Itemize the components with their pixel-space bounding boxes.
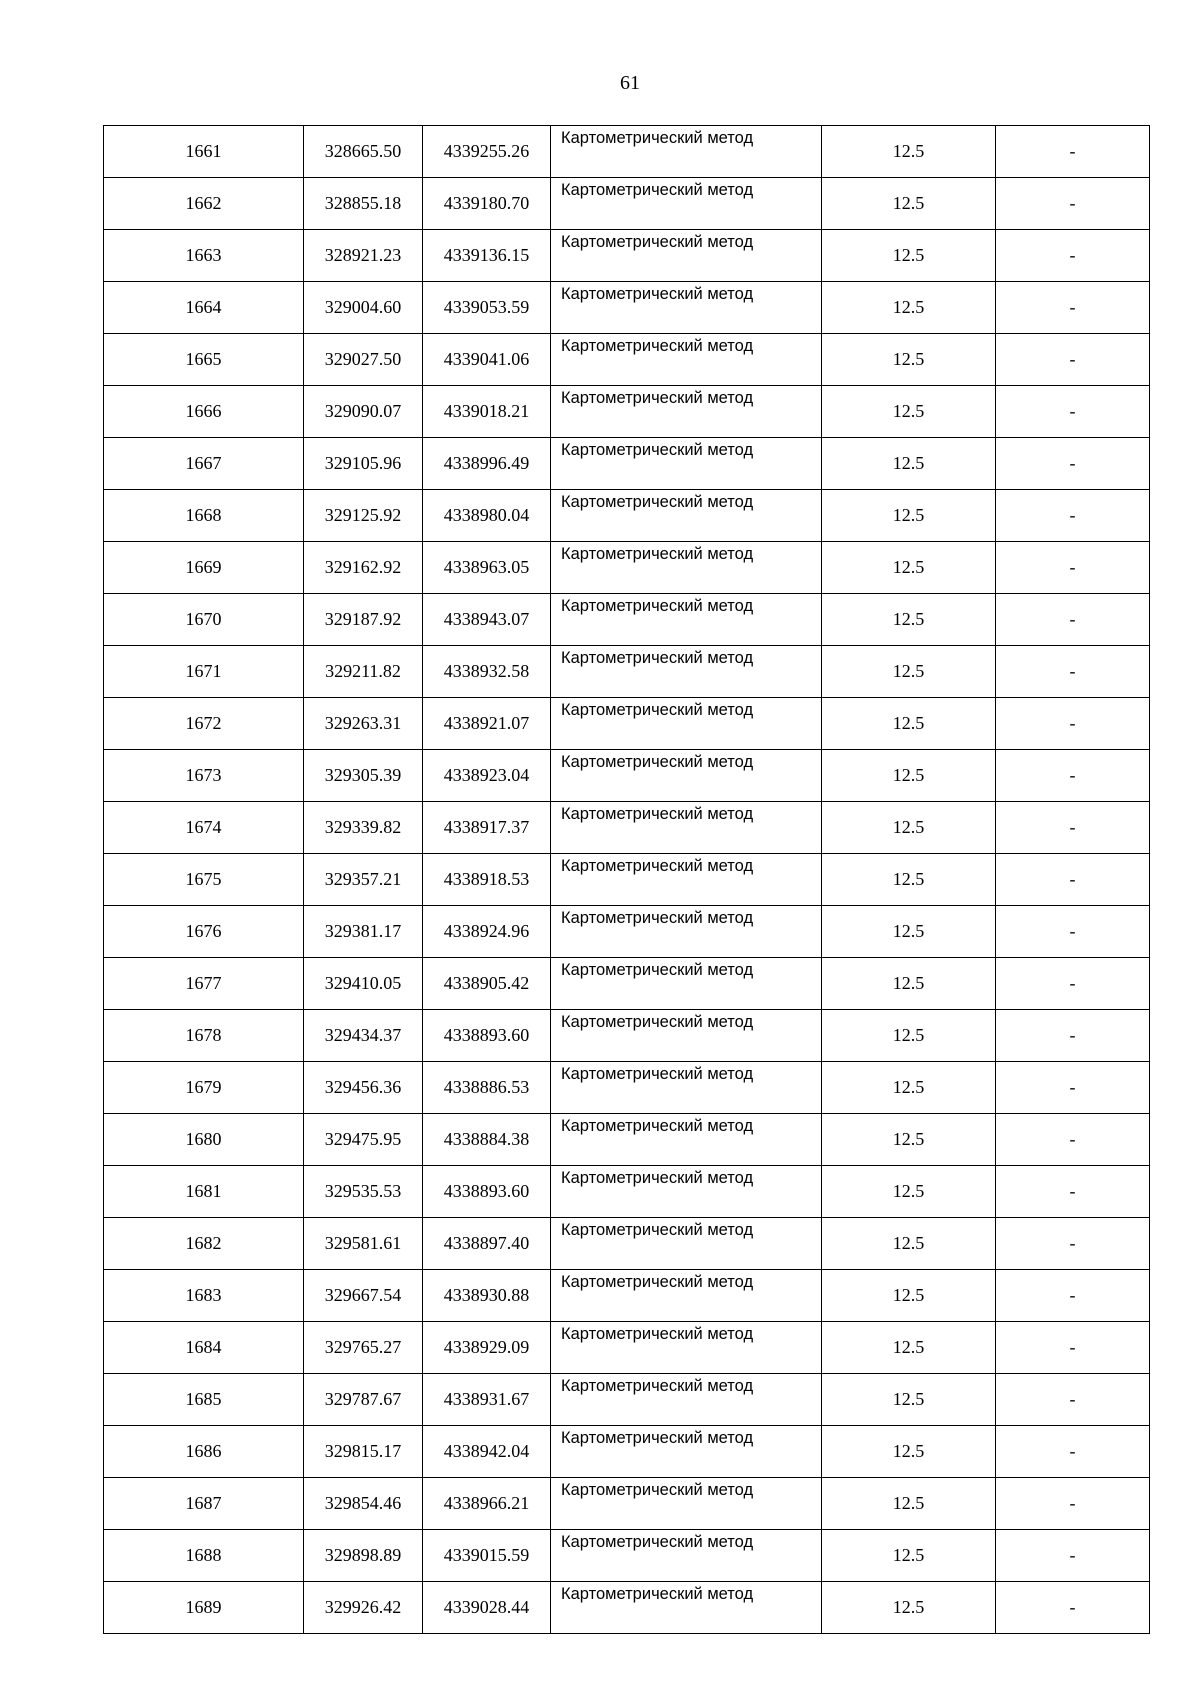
accuracy-cell: 12.5 xyxy=(822,1062,996,1114)
point-number-cell: 1662 xyxy=(104,178,304,230)
x-coordinate-cell: 329004.60 xyxy=(304,282,423,334)
method-cell: Картометрический метод xyxy=(551,1582,822,1634)
table-row xyxy=(104,698,1150,750)
accuracy-cell: 12.5 xyxy=(822,490,996,542)
accuracy-cell: 12.5 xyxy=(822,542,996,594)
table-row xyxy=(104,1426,1150,1478)
y-coordinate-cell: 4338932.58 xyxy=(423,646,551,698)
accuracy-cell: 12.5 xyxy=(822,1218,996,1270)
table-row xyxy=(104,490,1150,542)
note-cell: - xyxy=(996,230,1150,282)
accuracy-cell: 12.5 xyxy=(822,438,996,490)
point-number-cell: 1683 xyxy=(104,1270,304,1322)
y-coordinate-cell: 4338931.67 xyxy=(423,1374,551,1426)
table-row xyxy=(104,1322,1150,1374)
method-cell: Картометрический метод xyxy=(551,1166,822,1218)
x-coordinate-cell: 328921.23 xyxy=(304,230,423,282)
x-coordinate-cell: 329434.37 xyxy=(304,1010,423,1062)
point-number-cell: 1668 xyxy=(104,490,304,542)
method-cell: Картометрический метод xyxy=(551,334,822,386)
point-number-cell: 1672 xyxy=(104,698,304,750)
note-cell: - xyxy=(996,1062,1150,1114)
accuracy-cell: 12.5 xyxy=(822,1582,996,1634)
x-coordinate-cell: 329027.50 xyxy=(304,334,423,386)
accuracy-cell: 12.5 xyxy=(822,1166,996,1218)
point-number-cell: 1681 xyxy=(104,1166,304,1218)
y-coordinate-cell: 4339015.59 xyxy=(423,1530,551,1582)
y-coordinate-cell: 4339255.26 xyxy=(423,126,551,178)
x-coordinate-cell: 329456.36 xyxy=(304,1062,423,1114)
method-cell: Картометрический метод xyxy=(551,750,822,802)
table-row xyxy=(104,282,1150,334)
y-coordinate-cell: 4338980.04 xyxy=(423,490,551,542)
point-number-cell: 1686 xyxy=(104,1426,304,1478)
accuracy-cell: 12.5 xyxy=(822,698,996,750)
note-cell: - xyxy=(996,438,1150,490)
method-cell: Картометрический метод xyxy=(551,698,822,750)
accuracy-cell: 12.5 xyxy=(822,282,996,334)
note-cell: - xyxy=(996,1218,1150,1270)
x-coordinate-cell: 329381.17 xyxy=(304,906,423,958)
x-coordinate-cell: 328665.50 xyxy=(304,126,423,178)
y-coordinate-cell: 4339018.21 xyxy=(423,386,551,438)
y-coordinate-cell: 4338897.40 xyxy=(423,1218,551,1270)
y-coordinate-cell: 4338917.37 xyxy=(423,802,551,854)
y-coordinate-cell: 4338929.09 xyxy=(423,1322,551,1374)
table-row xyxy=(104,802,1150,854)
point-number-cell: 1664 xyxy=(104,282,304,334)
accuracy-cell: 12.5 xyxy=(822,386,996,438)
method-cell: Картометрический метод xyxy=(551,1426,822,1478)
method-cell: Картометрический метод xyxy=(551,1374,822,1426)
accuracy-cell: 12.5 xyxy=(822,1010,996,1062)
method-cell: Картометрический метод xyxy=(551,1478,822,1530)
x-coordinate-cell: 329187.92 xyxy=(304,594,423,646)
table-row xyxy=(104,126,1150,178)
method-cell: Картометрический метод xyxy=(551,646,822,698)
note-cell: - xyxy=(996,1322,1150,1374)
note-cell: - xyxy=(996,178,1150,230)
table-row xyxy=(104,1530,1150,1582)
accuracy-cell: 12.5 xyxy=(822,906,996,958)
method-cell: Картометрический метод xyxy=(551,1010,822,1062)
note-cell: - xyxy=(996,906,1150,958)
y-coordinate-cell: 4339028.44 xyxy=(423,1582,551,1634)
note-cell: - xyxy=(996,542,1150,594)
y-coordinate-cell: 4338893.60 xyxy=(423,1166,551,1218)
accuracy-cell: 12.5 xyxy=(822,1478,996,1530)
x-coordinate-cell: 329357.21 xyxy=(304,854,423,906)
y-coordinate-cell: 4338918.53 xyxy=(423,854,551,906)
y-coordinate-cell: 4338942.04 xyxy=(423,1426,551,1478)
table-row xyxy=(104,1478,1150,1530)
x-coordinate-cell: 329787.67 xyxy=(304,1374,423,1426)
table-row xyxy=(104,438,1150,490)
x-coordinate-cell: 329339.82 xyxy=(304,802,423,854)
x-coordinate-cell: 329410.05 xyxy=(304,958,423,1010)
y-coordinate-cell: 4338923.04 xyxy=(423,750,551,802)
point-number-cell: 1670 xyxy=(104,594,304,646)
note-cell: - xyxy=(996,334,1150,386)
table-row xyxy=(104,1218,1150,1270)
point-number-cell: 1669 xyxy=(104,542,304,594)
note-cell: - xyxy=(996,1426,1150,1478)
y-coordinate-cell: 4338966.21 xyxy=(423,1478,551,1530)
point-number-cell: 1684 xyxy=(104,1322,304,1374)
note-cell: - xyxy=(996,802,1150,854)
y-coordinate-cell: 4338921.07 xyxy=(423,698,551,750)
point-number-cell: 1665 xyxy=(104,334,304,386)
accuracy-cell: 12.5 xyxy=(822,1530,996,1582)
table-row xyxy=(104,1114,1150,1166)
y-coordinate-cell: 4339053.59 xyxy=(423,282,551,334)
point-number-cell: 1689 xyxy=(104,1582,304,1634)
x-coordinate-cell: 329305.39 xyxy=(304,750,423,802)
x-coordinate-cell: 329475.95 xyxy=(304,1114,423,1166)
coordinates-table-body xyxy=(104,126,1150,1634)
accuracy-cell: 12.5 xyxy=(822,958,996,1010)
y-coordinate-cell: 4338963.05 xyxy=(423,542,551,594)
x-coordinate-cell: 329105.96 xyxy=(304,438,423,490)
x-coordinate-cell: 329898.89 xyxy=(304,1530,423,1582)
method-cell: Картометрический метод xyxy=(551,1062,822,1114)
table-row xyxy=(104,958,1150,1010)
note-cell: - xyxy=(996,1010,1150,1062)
point-number-cell: 1667 xyxy=(104,438,304,490)
method-cell: Картометрический метод xyxy=(551,1322,822,1374)
x-coordinate-cell: 329263.31 xyxy=(304,698,423,750)
x-coordinate-cell: 329125.92 xyxy=(304,490,423,542)
table-row xyxy=(104,750,1150,802)
point-number-cell: 1685 xyxy=(104,1374,304,1426)
note-cell: - xyxy=(996,1270,1150,1322)
note-cell: - xyxy=(996,1114,1150,1166)
point-number-cell: 1663 xyxy=(104,230,304,282)
table-row xyxy=(104,178,1150,230)
y-coordinate-cell: 4338884.38 xyxy=(423,1114,551,1166)
accuracy-cell: 12.5 xyxy=(822,126,996,178)
method-cell: Картометрический метод xyxy=(551,1270,822,1322)
y-coordinate-cell: 4338893.60 xyxy=(423,1010,551,1062)
y-coordinate-cell: 4339041.06 xyxy=(423,334,551,386)
x-coordinate-cell: 329090.07 xyxy=(304,386,423,438)
point-number-cell: 1688 xyxy=(104,1530,304,1582)
y-coordinate-cell: 4338943.07 xyxy=(423,594,551,646)
method-cell: Картометрический метод xyxy=(551,854,822,906)
x-coordinate-cell: 329667.54 xyxy=(304,1270,423,1322)
table-row xyxy=(104,646,1150,698)
note-cell: - xyxy=(996,1530,1150,1582)
method-cell: Картометрический метод xyxy=(551,386,822,438)
accuracy-cell: 12.5 xyxy=(822,1114,996,1166)
point-number-cell: 1666 xyxy=(104,386,304,438)
x-coordinate-cell: 329854.46 xyxy=(304,1478,423,1530)
y-coordinate-cell: 4338886.53 xyxy=(423,1062,551,1114)
accuracy-cell: 12.5 xyxy=(822,230,996,282)
accuracy-cell: 12.5 xyxy=(822,178,996,230)
x-coordinate-cell: 329162.92 xyxy=(304,542,423,594)
note-cell: - xyxy=(996,1374,1150,1426)
accuracy-cell: 12.5 xyxy=(822,1322,996,1374)
y-coordinate-cell: 4339180.70 xyxy=(423,178,551,230)
x-coordinate-cell: 329926.42 xyxy=(304,1582,423,1634)
note-cell: - xyxy=(996,1582,1150,1634)
method-cell: Картометрический метод xyxy=(551,594,822,646)
accuracy-cell: 12.5 xyxy=(822,802,996,854)
x-coordinate-cell: 328855.18 xyxy=(304,178,423,230)
table-row xyxy=(104,1582,1150,1634)
note-cell: - xyxy=(996,698,1150,750)
accuracy-cell: 12.5 xyxy=(822,1374,996,1426)
note-cell: - xyxy=(996,646,1150,698)
x-coordinate-cell: 329765.27 xyxy=(304,1322,423,1374)
point-number-cell: 1674 xyxy=(104,802,304,854)
method-cell: Картометрический метод xyxy=(551,282,822,334)
y-coordinate-cell: 4338905.42 xyxy=(423,958,551,1010)
point-number-cell: 1679 xyxy=(104,1062,304,1114)
note-cell: - xyxy=(996,854,1150,906)
method-cell: Картометрический метод xyxy=(551,802,822,854)
accuracy-cell: 12.5 xyxy=(822,594,996,646)
point-number-cell: 1687 xyxy=(104,1478,304,1530)
method-cell: Картометрический метод xyxy=(551,230,822,282)
method-cell: Картометрический метод xyxy=(551,906,822,958)
note-cell: - xyxy=(996,490,1150,542)
accuracy-cell: 12.5 xyxy=(822,854,996,906)
point-number-cell: 1661 xyxy=(104,126,304,178)
note-cell: - xyxy=(996,282,1150,334)
accuracy-cell: 12.5 xyxy=(822,334,996,386)
method-cell: Картометрический метод xyxy=(551,1530,822,1582)
x-coordinate-cell: 329581.61 xyxy=(304,1218,423,1270)
note-cell: - xyxy=(996,958,1150,1010)
note-cell: - xyxy=(996,750,1150,802)
table-row xyxy=(104,230,1150,282)
note-cell: - xyxy=(996,1166,1150,1218)
point-number-cell: 1671 xyxy=(104,646,304,698)
accuracy-cell: 12.5 xyxy=(822,750,996,802)
method-cell: Картометрический метод xyxy=(551,126,822,178)
y-coordinate-cell: 4338996.49 xyxy=(423,438,551,490)
page-number: 61 xyxy=(620,72,640,94)
table-row xyxy=(104,1270,1150,1322)
x-coordinate-cell: 329815.17 xyxy=(304,1426,423,1478)
point-number-cell: 1678 xyxy=(104,1010,304,1062)
y-coordinate-cell: 4338924.96 xyxy=(423,906,551,958)
accuracy-cell: 12.5 xyxy=(822,646,996,698)
method-cell: Картометрический метод xyxy=(551,438,822,490)
table-row xyxy=(104,1166,1150,1218)
method-cell: Картометрический метод xyxy=(551,1218,822,1270)
table-row xyxy=(104,1062,1150,1114)
note-cell: - xyxy=(996,594,1150,646)
table-row xyxy=(104,542,1150,594)
method-cell: Картометрический метод xyxy=(551,958,822,1010)
point-number-cell: 1682 xyxy=(104,1218,304,1270)
table-row xyxy=(104,1374,1150,1426)
table-row xyxy=(104,1010,1150,1062)
method-cell: Картометрический метод xyxy=(551,490,822,542)
method-cell: Картометрический метод xyxy=(551,542,822,594)
table-row xyxy=(104,386,1150,438)
point-number-cell: 1675 xyxy=(104,854,304,906)
coordinates-table xyxy=(103,125,1150,1634)
x-coordinate-cell: 329211.82 xyxy=(304,646,423,698)
note-cell: - xyxy=(996,126,1150,178)
y-coordinate-cell: 4338930.88 xyxy=(423,1270,551,1322)
table-row xyxy=(104,334,1150,386)
note-cell: - xyxy=(996,1478,1150,1530)
accuracy-cell: 12.5 xyxy=(822,1426,996,1478)
table-row xyxy=(104,854,1150,906)
x-coordinate-cell: 329535.53 xyxy=(304,1166,423,1218)
accuracy-cell: 12.5 xyxy=(822,1270,996,1322)
table-row xyxy=(104,906,1150,958)
note-cell: - xyxy=(996,386,1150,438)
point-number-cell: 1673 xyxy=(104,750,304,802)
table-row xyxy=(104,594,1150,646)
y-coordinate-cell: 4339136.15 xyxy=(423,230,551,282)
point-number-cell: 1677 xyxy=(104,958,304,1010)
method-cell: Картометрический метод xyxy=(551,178,822,230)
point-number-cell: 1676 xyxy=(104,906,304,958)
method-cell: Картометрический метод xyxy=(551,1114,822,1166)
point-number-cell: 1680 xyxy=(104,1114,304,1166)
